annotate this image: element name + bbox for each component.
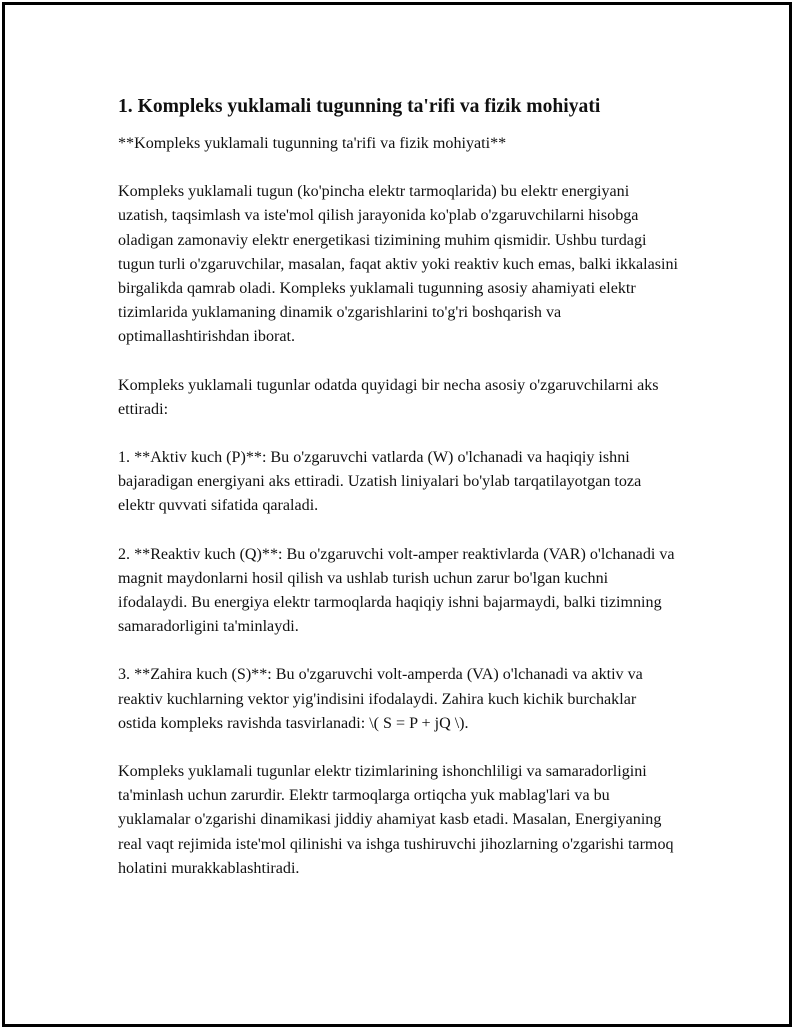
active-power-item: 1. **Aktiv kuch (P)**: Bu o'zgaruvchi vatlarda (W) o'lchanadi va haqiqiy ishni bajaradigan energiyani aks ettiradi. Uzatish liniyalari bo'ylab tarqatilayotgan toza elektr quvvati sifatida qaraladi.	[118, 449, 642, 515]
document-body	[118, 93, 678, 905]
document-title: 1. Kompleks yuklamali tugunning ta'rifi va fizik mohiyati	[118, 96, 601, 117]
reactive-power-item: 2. **Reaktiv kuch (Q)**: Bu o'zgaruvchi volt-amper reaktivlarda (VAR) o'lchanadi va magnit maydonlarni hosil qilish va ushlab turish uchun zarur bo'lgan kuchni ifodalaydi. Bu energiya elektr tarmoqlarda haqiqiy ishni bajarmaydi, balki tizimning samaradorligini ta'minlaydi.	[118, 545, 675, 636]
conclusion-paragraph: Kompleks yuklamali tugunlar elektr tizimlarining ishonchliligi va samaradorligini ta'minlash uchun zarurdir. Elektr tarmoqlarga ortiqcha yuk mablag'lari va bu yuklamalar o'zgarishi dinamikasi jiddiy ahamiyat kasb etadi. Masalan, Energiyaning real vaqt rejimida iste'mol qilinishi va ishga tushiruvchi jihozlarning o'zgarishi tarmoq holatini murakkablashtiradi.	[118, 763, 674, 877]
apparent-power-item: 3. **Zahira kuch (S)**: Bu o'zgaruvchi volt-amperda (VA) o'lchanadi va aktiv va reaktiv kuchlarning vektor yig'indisini ifodalaydi. Zahira kuch kichik burchaklar ostida kompleks ravishda tasvirlanadi: \( S = P + jQ \).	[118, 666, 643, 732]
variables-intro-paragraph: Kompleks yuklamali tugunlar odatda quyidagi bir necha asosiy o'zgaruvchilarni aks ettiradi:	[118, 376, 659, 418]
intro-paragraph: Kompleks yuklamali tugun (ko'pincha elektr tarmoqlarida) bu elektr energiyani uzatish, taqsimlash va iste'mol qilish jarayonida ko'plab o'zgaruvchilarni hisobga oladigan zamonaviy elektr energetikasi tizimining muhim qismidir. Ushbu turdagi tugun turli o'zgaruvchilar, masalan, faqat aktiv yoki reaktiv kuch emas, balki ikkalasini birgalikda qamrab oladi. Kompleks yuklamali tugunning asosiy ahamiyati elektr tizimlarida yuklamaning dinamik o'zgarishlarini to'g'ri boshqarish va optimallashtirishdan iborat.	[118, 183, 679, 346]
subtitle-paragraph: **Kompleks yuklamali tugunning ta'rifi va fizik mohiyati**	[118, 135, 507, 152]
